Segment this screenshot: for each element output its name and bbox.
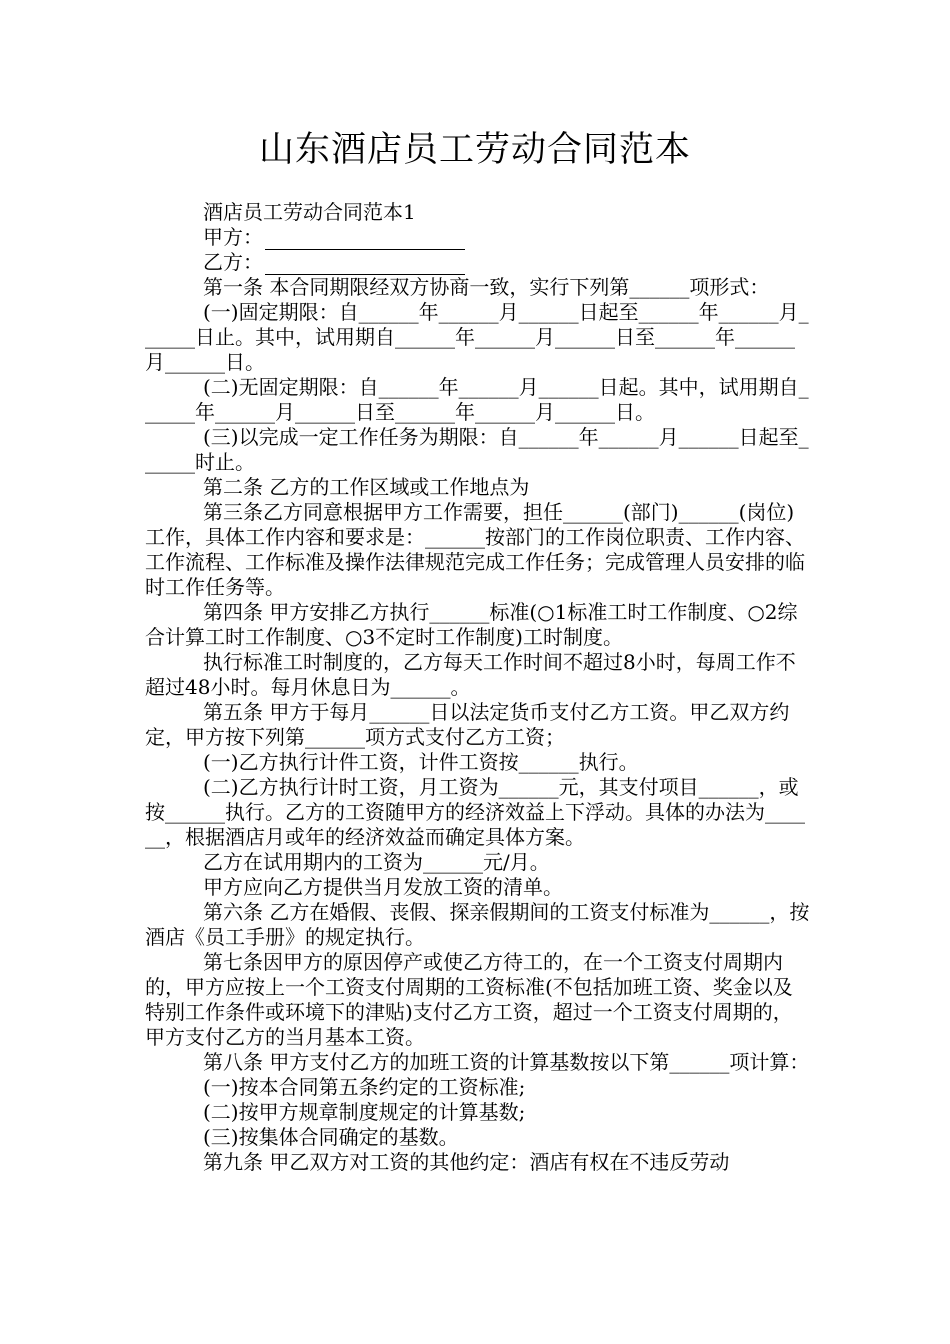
document-title: 山东酒店员工劳动合同范本 [258, 130, 691, 170]
party-a-label: 甲方： [203, 225, 263, 249]
paragraph-standard-hours: 执行标准工时制度的，乙方每天工作时间不超过8小时，每周工作不超过48小时。每月休息日为______。 [145, 650, 796, 699]
paragraph-time-wage: (二)乙方执行计时工资，月工资为______元，其支付项目______，或按______执行。乙方的工资随甲方的经济效益上下浮动。具体的办法为______，根据酒店月或年的经济效益而确定具体方案。 [145, 775, 805, 849]
party-a-line [145, 225, 810, 250]
paragraph-article-5: 第五条 甲方于每月______日以法定货币支付乙方工资。甲乙双方约定，甲方按下列第______项方式支付乙方工资； [145, 700, 790, 749]
paragraph-article-1: 第一条 本合同期限经双方协商一致，实行下列第______项形式： [203, 275, 770, 299]
party-b-blank [265, 256, 465, 275]
party-b-line [145, 250, 810, 275]
paragraph-fixed-term: (一)固定期限：自______年______月______日起至______年______月______日止。其中，试用期自______年______月______日至______年______月______日。 [145, 300, 809, 374]
paragraph-wage-slip: 甲方应向乙方提供当月发放工资的清单。 [203, 875, 563, 899]
paragraph-piece-wage: (一)乙方执行计件工资，计件工资按______执行。 [203, 750, 639, 774]
paragraph-task-term: (三)以完成一定工作任务为期限：自______年______月______日起至______时止。 [145, 425, 809, 474]
paragraph-article-8: 第八条 甲方支付乙方的加班工资的计算基数按以下第______项计算： [203, 1050, 810, 1074]
paragraph-overtime-base-1: (一)按本合同第五条约定的工资标准; [203, 1075, 526, 1099]
section-subtitle: 酒店员工劳动合同范本1 [203, 200, 416, 224]
paragraph-article-6: 第六条 乙方在婚假、丧假、探亲假期间的工资支付标准为______，按酒店《员工手册》的规定执行。 [145, 900, 810, 949]
party-b-label: 乙方： [203, 250, 263, 274]
paragraph-article-3: 第三条乙方同意根据甲方工作需要，担任______(部门)______(岗位)工作，具体工作内容和要求是：______按部门的工作岗位职责、工作内容、工作流程、工作标准及操作法律规范完成工作任务；完成管理人员安排的临时工作任务等。 [145, 500, 805, 599]
paragraph-open-term: (二)无固定期限：自______年______月______日起。其中，试用期自______年______月______日至______年______月______日。 [145, 375, 809, 424]
document-body [145, 200, 810, 1175]
paragraph-article-4: 第四条 甲方安排乙方执行______标准(○1标准工时工作制度、○2综合计算工时工作制度、○3不定时工作制度)工时制度。 [145, 600, 798, 649]
paragraph-probation-wage: 乙方在试用期内的工资为______元/月。 [203, 850, 550, 874]
paragraph-article-9: 第九条 甲乙双方对工资的其他约定：酒店有权在不违反劳动 [203, 1150, 730, 1174]
paragraph-article-7: 第七条因甲方的原因停产或使乙方待工的，在一个工资支付周期内的，甲方应按上一个工资支付周期的工资标准(不包括加班工资、奖金以及特别工作条件或环境下的津贴)支付乙方工资，超过一个工资支付周期的，甲方支付乙方的当月基本工资。 [145, 950, 793, 1049]
paragraph-overtime-base-3: (三)按集体合同确定的基数。 [203, 1125, 459, 1149]
party-a-blank [265, 231, 465, 250]
paragraph-article-2: 第二条 乙方的工作区域或工作地点为 [203, 475, 530, 499]
paragraph-overtime-base-2: (二)按甲方规章制度规定的计算基数; [203, 1100, 526, 1124]
